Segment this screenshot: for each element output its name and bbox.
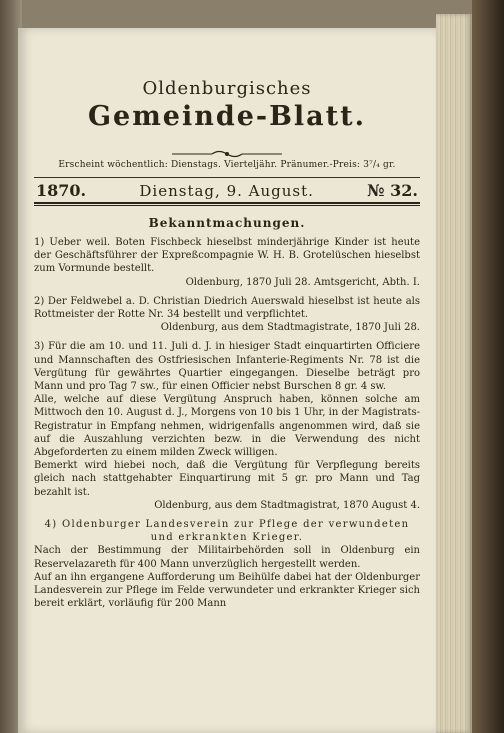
page-edges <box>436 14 472 733</box>
publication-info: Erscheint wöchentlich: Dienstags. Vierteljähr. Pränumer.-Preis: 3⁷/₄ gr. <box>58 160 396 170</box>
notice-3-text: 3) Für die am 10. und 11. Juli d. J. in hiesiger Stadt einquartirten Officiere und Mannschaften des Ostfriesischen Infanterie-Regiments Nr. 78 ist die Vergütung für gewährtes Quartier eingegangen. Dieselbe beträgt pro Mann und pro Tag 7 sw., für einen Officier nebst Burschen 8 gr. 4 sw. <box>34 341 420 393</box>
notice-4-text2: Auf an ihn ergangene Aufforderung um Beihülfe dabei hat der Oldenburger Landesverein zur Pflege im Felde verwundeter und erkrankter Krieger sich bereit erklärt, vorläufig für 200 Mann <box>34 571 420 610</box>
notice-1-text: 1) Ueber weil. Boten Fischbeck hieselbst minderjährige Kinder ist heute der Geschäftsführer der Expreßcompagnie W. H. B. Grotelüschen hieselbst zum Vormunde bestellt. <box>34 237 420 275</box>
notice-3-text2: Alle, welche auf diese Vergütung Anspruch haben, können solche am Mittwoch den 10. August d. J., Morgens von 10 bis 1 Uhr, in der Magistrats-Registratur in Empfang nehmen, widrigenfalls angenommen wird, daß sie auf die Auszahlung verzichten bezw. in die Verwendung des nicht Abgeforderten zu einem milden Zweck willigen. <box>34 394 420 459</box>
notice-3-signature: Oldenburg, aus dem Stadtmagistrat, 1870 August 4. <box>154 499 420 511</box>
dateline <box>36 181 418 200</box>
newspaper-page <box>18 28 436 733</box>
rule <box>34 177 420 178</box>
year: 1870. <box>36 181 87 200</box>
section-heading: Bekanntmachungen. <box>148 216 306 230</box>
issue-number: № 32. <box>367 181 418 200</box>
notice-4-heading: 4) Oldenburger Landesverein zur Pflege der verwundeten und erkrankten Krieger. <box>44 519 410 544</box>
notice-3-text3: Bemerkt wird hiebei noch, daß die Vergütung für Verpflegung bereits gleich nach stattgehabter Einquartirung mit 5 gr. pro Mann und Tag bezahlt ist. <box>34 460 420 498</box>
notice-2-signature: Oldenburg, aus dem Stadtmagistrate, 1870 Juli 28. <box>160 322 420 334</box>
masthead-title: Gemeinde-Blatt. <box>87 101 367 132</box>
double-rule <box>34 202 420 206</box>
notice-1-signature: Oldenburg, 1870 Juli 28. Amtsgericht, Abth. I. <box>185 276 420 288</box>
ornament-divider <box>34 144 420 154</box>
book-cover <box>472 0 504 733</box>
notice-2-text: 2) Der Feldwebel a. D. Christian Diedrich Auerswald hieselbst ist heute als Rottmeister der Rotte Nr. 34 bestellt und verpflichtet. <box>34 295 420 321</box>
issue-date: Dienstag, 9. August. <box>139 182 314 200</box>
page-content <box>34 78 420 610</box>
masthead-small: Oldenburgisches <box>142 78 312 99</box>
notice-4-text: Nach der Bestimmung der Militairbehörden soll in Oldenburg ein Reservelazareth für 400 Mann unverzüglich hergestellt werden. <box>34 545 420 570</box>
